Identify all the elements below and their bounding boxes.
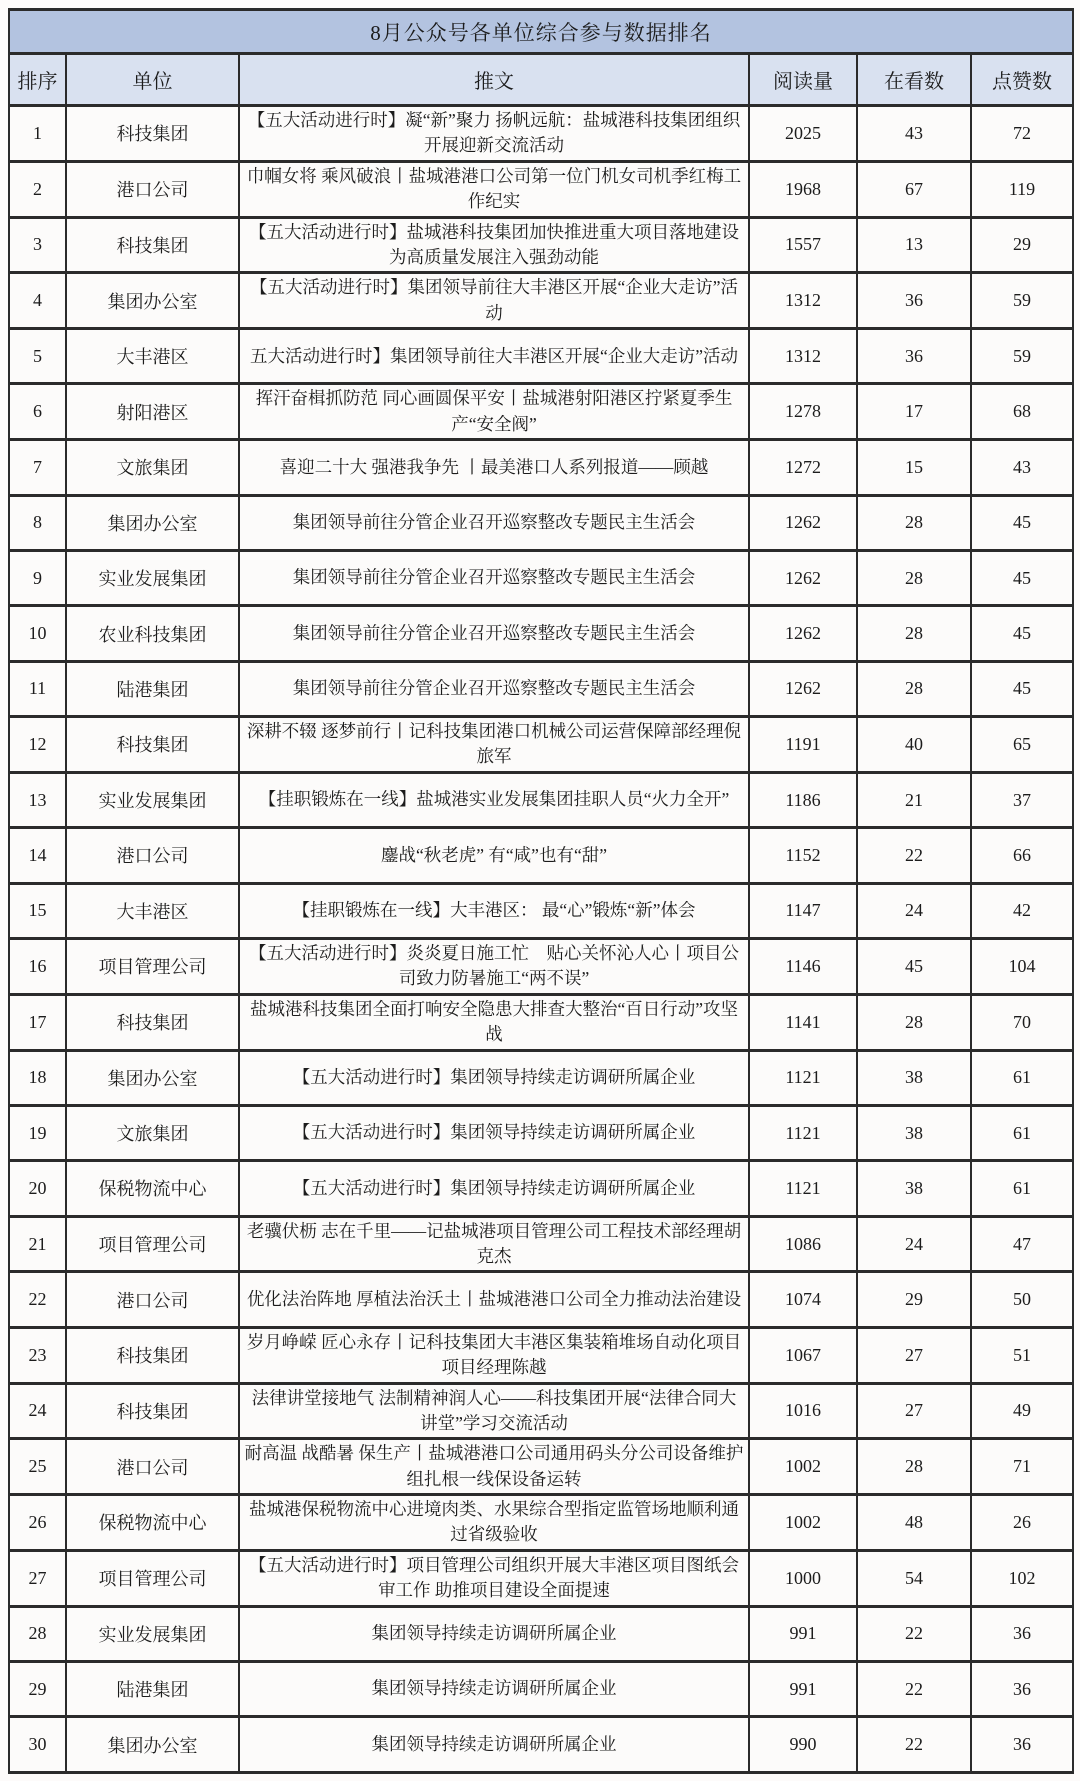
cell-watching: 40 — [857, 717, 971, 773]
cell-likes: 59 — [971, 329, 1073, 384]
cell-unit: 大丰港区 — [66, 883, 239, 938]
cell-tweet: 喜迎二十大 强港我争先 丨最美港口人系列报道——顾越 — [239, 440, 749, 495]
cell-watching: 27 — [857, 1383, 971, 1439]
cell-unit: 保税物流中心 — [66, 1495, 239, 1551]
cell-tweet: 鏖战“秋老虎” 有“咸”也有“甜” — [239, 828, 749, 883]
cell-reads: 1000 — [749, 1550, 857, 1606]
cell-likes: 66 — [971, 828, 1073, 883]
cell-unit: 科技集团 — [66, 1327, 239, 1383]
cell-unit: 农业科技集团 — [66, 606, 239, 661]
table-row — [9, 883, 1073, 938]
table-row — [9, 994, 1073, 1050]
cell-reads: 1067 — [749, 1327, 857, 1383]
cell-rank: 27 — [9, 1550, 66, 1606]
cell-watching: 13 — [857, 217, 971, 273]
cell-reads: 1141 — [749, 994, 857, 1050]
cell-likes: 37 — [971, 772, 1073, 827]
cell-reads: 1262 — [749, 550, 857, 605]
title-row — [9, 10, 1073, 54]
cell-unit: 文旅集团 — [66, 440, 239, 495]
cell-likes: 61 — [971, 1050, 1073, 1105]
cell-watching: 36 — [857, 273, 971, 329]
column-header-watching: 在看数 — [857, 54, 971, 106]
cell-reads: 1002 — [749, 1495, 857, 1551]
cell-reads: 1262 — [749, 661, 857, 716]
cell-likes: 68 — [971, 384, 1073, 440]
table-row — [9, 440, 1073, 495]
cell-likes: 36 — [971, 1606, 1073, 1661]
cell-rank: 21 — [9, 1216, 66, 1272]
cell-watching: 15 — [857, 440, 971, 495]
cell-likes: 45 — [971, 550, 1073, 605]
table-row — [9, 1550, 1073, 1606]
cell-likes: 119 — [971, 161, 1073, 217]
cell-watching: 36 — [857, 329, 971, 384]
table-title: 8月公众号各单位综合参与数据排名 — [9, 10, 1073, 54]
table-row — [9, 772, 1073, 827]
table-row — [9, 1717, 1073, 1772]
cell-likes: 104 — [971, 939, 1073, 995]
cell-watching: 28 — [857, 994, 971, 1050]
cell-tweet: 盐城港保税物流中心进境肉类、水果综合型指定监管场地顺利通过省级验收 — [239, 1495, 749, 1551]
column-header-tweet: 推文 — [239, 54, 749, 106]
cell-watching: 24 — [857, 883, 971, 938]
cell-rank: 23 — [9, 1327, 66, 1383]
cell-likes: 26 — [971, 1495, 1073, 1551]
cell-reads: 1152 — [749, 828, 857, 883]
cell-reads: 1121 — [749, 1050, 857, 1105]
cell-reads: 1086 — [749, 1216, 857, 1272]
cell-reads: 1002 — [749, 1439, 857, 1495]
table-row — [9, 1495, 1073, 1551]
table-row — [9, 329, 1073, 384]
cell-watching: 48 — [857, 1495, 971, 1551]
cell-tweet: 深耕不辍 逐梦前行丨记科技集团港口机械公司运营保障部经理倪旅军 — [239, 717, 749, 773]
cell-watching: 45 — [857, 939, 971, 995]
cell-unit: 项目管理公司 — [66, 1550, 239, 1606]
cell-watching: 22 — [857, 1717, 971, 1772]
cell-watching: 38 — [857, 1161, 971, 1216]
cell-unit: 科技集团 — [66, 1383, 239, 1439]
cell-rank: 9 — [9, 550, 66, 605]
cell-watching: 54 — [857, 1550, 971, 1606]
cell-unit: 科技集团 — [66, 994, 239, 1050]
cell-reads: 1121 — [749, 1161, 857, 1216]
cell-reads: 1262 — [749, 606, 857, 661]
cell-rank: 20 — [9, 1161, 66, 1216]
cell-watching: 28 — [857, 606, 971, 661]
cell-likes: 45 — [971, 606, 1073, 661]
table-row — [9, 1327, 1073, 1383]
cell-unit: 港口公司 — [66, 1439, 239, 1495]
cell-tweet: 集团领导持续走访调研所属企业 — [239, 1606, 749, 1661]
header-row — [9, 54, 1073, 106]
table-row — [9, 384, 1073, 440]
cell-watching: 43 — [857, 106, 971, 162]
cell-reads: 1186 — [749, 772, 857, 827]
cell-rank: 7 — [9, 440, 66, 495]
cell-rank: 30 — [9, 1717, 66, 1772]
cell-rank: 16 — [9, 939, 66, 995]
cell-rank: 28 — [9, 1606, 66, 1661]
table-row — [9, 828, 1073, 883]
cell-watching: 28 — [857, 661, 971, 716]
cell-reads: 1557 — [749, 217, 857, 273]
cell-tweet: 耐高温 战酷暑 保生产丨盐城港港口公司通用码头分公司设备维护组扎根一线保设备运转 — [239, 1439, 749, 1495]
cell-likes: 36 — [971, 1661, 1073, 1716]
cell-likes: 51 — [971, 1327, 1073, 1383]
cell-tweet: 【挂职锻炼在一线】大丰港区： 最“心”锻炼“新”体会 — [239, 883, 749, 938]
cell-likes: 36 — [971, 1717, 1073, 1772]
cell-rank: 25 — [9, 1439, 66, 1495]
cell-likes: 47 — [971, 1216, 1073, 1272]
cell-likes: 59 — [971, 273, 1073, 329]
column-header-unit: 单位 — [66, 54, 239, 106]
cell-reads: 1262 — [749, 495, 857, 550]
cell-tweet: 【五大活动进行时】集团领导持续走访调研所属企业 — [239, 1050, 749, 1105]
column-header-rank: 排序 — [9, 54, 66, 106]
table-row — [9, 1606, 1073, 1661]
cell-tweet: 【五大活动进行时】炎炎夏日施工忙 贴心关怀沁人心丨项目公司致力防暑施工“两不误” — [239, 939, 749, 995]
table-row — [9, 717, 1073, 773]
cell-unit: 项目管理公司 — [66, 939, 239, 995]
cell-likes: 72 — [971, 106, 1073, 162]
cell-rank: 18 — [9, 1050, 66, 1105]
cell-unit: 科技集团 — [66, 217, 239, 273]
column-header-likes: 点赞数 — [971, 54, 1073, 106]
cell-tweet: 集团领导前往分管企业召开巡察整改专题民主生活会 — [239, 661, 749, 716]
table-row — [9, 939, 1073, 995]
cell-likes: 70 — [971, 994, 1073, 1050]
cell-likes: 45 — [971, 661, 1073, 716]
cell-likes: 29 — [971, 217, 1073, 273]
cell-unit: 集团办公室 — [66, 495, 239, 550]
cell-unit: 实业发展集团 — [66, 550, 239, 605]
cell-rank: 11 — [9, 661, 66, 716]
cell-unit: 港口公司 — [66, 828, 239, 883]
cell-rank: 4 — [9, 273, 66, 329]
table-row — [9, 217, 1073, 273]
cell-watching: 28 — [857, 1439, 971, 1495]
cell-reads: 1312 — [749, 329, 857, 384]
cell-reads: 1968 — [749, 161, 857, 217]
table-row — [9, 106, 1073, 162]
cell-likes: 49 — [971, 1383, 1073, 1439]
cell-rank: 5 — [9, 329, 66, 384]
cell-watching: 38 — [857, 1105, 971, 1160]
cell-watching: 28 — [857, 550, 971, 605]
table-row — [9, 1050, 1073, 1105]
cell-unit: 大丰港区 — [66, 329, 239, 384]
cell-watching: 22 — [857, 828, 971, 883]
cell-rank: 15 — [9, 883, 66, 938]
cell-reads: 2025 — [749, 106, 857, 162]
cell-reads: 1312 — [749, 273, 857, 329]
table-row — [9, 606, 1073, 661]
cell-reads: 1146 — [749, 939, 857, 995]
cell-rank: 1 — [9, 106, 66, 162]
table-row — [9, 273, 1073, 329]
table-row — [9, 1161, 1073, 1216]
column-header-reads: 阅读量 — [749, 54, 857, 106]
table-row — [9, 1439, 1073, 1495]
cell-likes: 102 — [971, 1550, 1073, 1606]
cell-watching: 27 — [857, 1327, 971, 1383]
cell-tweet: 岁月峥嵘 匠心永存丨记科技集团大丰港区集装箱堆场自动化项目项目经理陈越 — [239, 1327, 749, 1383]
cell-reads: 991 — [749, 1661, 857, 1716]
cell-watching: 38 — [857, 1050, 971, 1105]
cell-tweet: 五大活动进行时】集团领导前往大丰港区开展“企业大走访”活动 — [239, 329, 749, 384]
cell-rank: 26 — [9, 1495, 66, 1551]
table-row — [9, 1272, 1073, 1327]
table-row — [9, 161, 1073, 217]
cell-unit: 文旅集团 — [66, 1105, 239, 1160]
cell-likes: 42 — [971, 883, 1073, 938]
cell-unit: 港口公司 — [66, 1272, 239, 1327]
cell-reads: 1016 — [749, 1383, 857, 1439]
cell-tweet: 集团领导前往分管企业召开巡察整改专题民主生活会 — [239, 606, 749, 661]
cell-unit: 陆港集团 — [66, 1661, 239, 1716]
table-row — [9, 1105, 1073, 1160]
table-row — [9, 661, 1073, 716]
cell-rank: 14 — [9, 828, 66, 883]
cell-tweet: 集团领导前往分管企业召开巡察整改专题民主生活会 — [239, 550, 749, 605]
cell-rank: 6 — [9, 384, 66, 440]
cell-tweet: 集团领导持续走访调研所属企业 — [239, 1717, 749, 1772]
cell-reads: 1278 — [749, 384, 857, 440]
cell-reads: 1074 — [749, 1272, 857, 1327]
cell-watching: 22 — [857, 1606, 971, 1661]
table-row — [9, 1216, 1073, 1272]
cell-likes: 71 — [971, 1439, 1073, 1495]
ranking-table — [8, 8, 1074, 1774]
cell-unit: 射阳港区 — [66, 384, 239, 440]
cell-rank: 8 — [9, 495, 66, 550]
cell-reads: 1191 — [749, 717, 857, 773]
table-body — [9, 106, 1073, 1773]
cell-watching: 29 — [857, 1272, 971, 1327]
cell-tweet: 【五大活动进行时】集团领导持续走访调研所属企业 — [239, 1161, 749, 1216]
cell-watching: 24 — [857, 1216, 971, 1272]
cell-tweet: 优化法治阵地 厚植法治沃土丨盐城港港口公司全力推动法治建设 — [239, 1272, 749, 1327]
table-row — [9, 550, 1073, 605]
cell-tweet: 【五大活动进行时】项目管理公司组织开展大丰港区项目图纸会审工作 助推项目建设全面提速 — [239, 1550, 749, 1606]
cell-unit: 保税物流中心 — [66, 1161, 239, 1216]
cell-reads: 1272 — [749, 440, 857, 495]
cell-rank: 22 — [9, 1272, 66, 1327]
cell-unit: 项目管理公司 — [66, 1216, 239, 1272]
cell-reads: 1147 — [749, 883, 857, 938]
table-row — [9, 1383, 1073, 1439]
cell-reads: 990 — [749, 1717, 857, 1772]
cell-unit: 集团办公室 — [66, 273, 239, 329]
cell-rank: 3 — [9, 217, 66, 273]
cell-tweet: 【挂职锻炼在一线】盐城港实业发展集团挂职人员“火力全开” — [239, 772, 749, 827]
cell-reads: 1121 — [749, 1105, 857, 1160]
cell-watching: 21 — [857, 772, 971, 827]
cell-reads: 991 — [749, 1606, 857, 1661]
cell-tweet: 【五大活动进行时】凝“新”聚力 扬帆远航：盐城港科技集团组织开展迎新交流活动 — [239, 106, 749, 162]
cell-unit: 港口公司 — [66, 161, 239, 217]
cell-rank: 2 — [9, 161, 66, 217]
cell-watching: 17 — [857, 384, 971, 440]
cell-unit: 科技集团 — [66, 106, 239, 162]
cell-rank: 10 — [9, 606, 66, 661]
cell-tweet: 盐城港科技集团全面打响安全隐患大排查大整治“百日行动”攻坚战 — [239, 994, 749, 1050]
cell-tweet: 集团领导前往分管企业召开巡察整改专题民主生活会 — [239, 495, 749, 550]
cell-unit: 科技集团 — [66, 717, 239, 773]
cell-watching: 22 — [857, 1661, 971, 1716]
cell-likes: 43 — [971, 440, 1073, 495]
cell-tweet: 【五大活动进行时】集团领导持续走访调研所属企业 — [239, 1105, 749, 1160]
cell-likes: 61 — [971, 1105, 1073, 1160]
cell-likes: 61 — [971, 1161, 1073, 1216]
cell-watching: 67 — [857, 161, 971, 217]
cell-tweet: 【五大活动进行时】集团领导前往大丰港区开展“企业大走访”活动 — [239, 273, 749, 329]
cell-tweet: 老骥伏枥 志在千里——记盐城港项目管理公司工程技术部经理胡克杰 — [239, 1216, 749, 1272]
table-row — [9, 495, 1073, 550]
cell-rank: 24 — [9, 1383, 66, 1439]
cell-tweet: 集团领导持续走访调研所属企业 — [239, 1661, 749, 1716]
cell-tweet: 【五大活动进行时】盐城港科技集团加快推进重大项目落地建设为高质量发展注入强劲动能 — [239, 217, 749, 273]
cell-unit: 实业发展集团 — [66, 1606, 239, 1661]
cell-unit: 实业发展集团 — [66, 772, 239, 827]
cell-tweet: 法律讲堂接地气 法制精神润人心——科技集团开展“法律合同大讲堂”学习交流活动 — [239, 1383, 749, 1439]
cell-likes: 65 — [971, 717, 1073, 773]
cell-rank: 17 — [9, 994, 66, 1050]
cell-tweet: 挥汗奋楫抓防范 同心画圆保平安丨盐城港射阳港区拧紧夏季生产“安全阀” — [239, 384, 749, 440]
cell-likes: 50 — [971, 1272, 1073, 1327]
cell-unit: 陆港集团 — [66, 661, 239, 716]
table-row — [9, 1661, 1073, 1716]
cell-likes: 45 — [971, 495, 1073, 550]
cell-rank: 29 — [9, 1661, 66, 1716]
cell-rank: 13 — [9, 772, 66, 827]
cell-tweet: 巾帼女将 乘风破浪丨盐城港港口公司第一位门机女司机季红梅工作纪实 — [239, 161, 749, 217]
cell-watching: 28 — [857, 495, 971, 550]
cell-unit: 集团办公室 — [66, 1717, 239, 1772]
cell-unit: 集团办公室 — [66, 1050, 239, 1105]
cell-rank: 19 — [9, 1105, 66, 1160]
cell-rank: 12 — [9, 717, 66, 773]
